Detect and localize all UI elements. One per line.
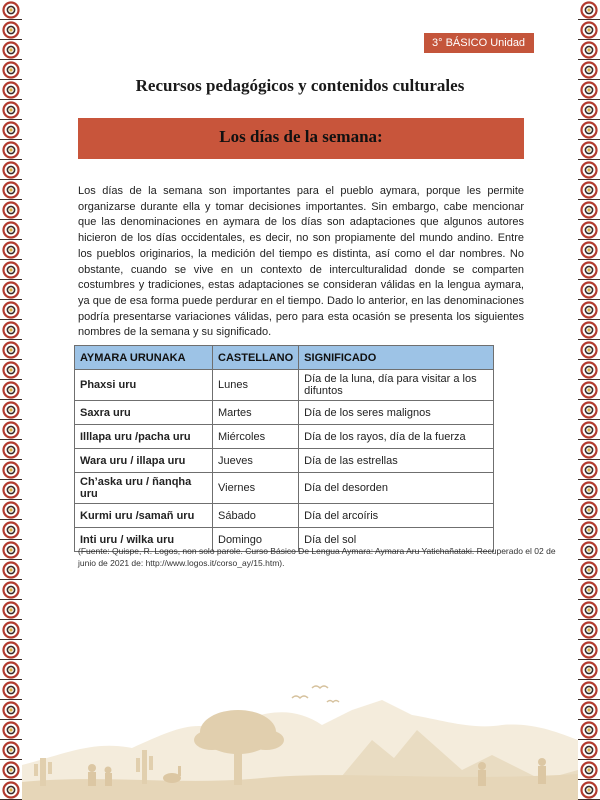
section-title: Los días de la semana:	[219, 127, 383, 146]
header-significado: SIGNIFICADO	[299, 346, 494, 370]
table-row	[75, 425, 494, 449]
unit-label: 3° BÁSICO Unidad 4	[424, 33, 534, 53]
decorative-border-right	[578, 0, 600, 800]
castellano-cell: Jueves	[213, 449, 299, 473]
intro-paragraph: Los días de la semana son importantes para el pueblo aymara, porque les permite organizarse durante ella y tomar decisiones importantes. Sin embargo, cabe mencionar que las denominaciones en aymara de los días son adaptaciones que algunos autores hicieron de los días occidentales, es decir, no son propiamente del mundo andino. Entre los pueblos originarios, la medición del tiempo es distinta, así como el dar nombres. No obstante, cuando se vive en un contexto de interculturalidad donde se comparten costumbres y tradiciones, estas adaptaciones se consideran válidas en la lengua aymara, ya que de esa forma puede perdurar en el tiempo. Dado lo anterior, en las denominaciones podría presentarse variaciones válidas, pero para esta ocasión se presenta los siguientes nombres de la semana y su significado.	[78, 185, 524, 339]
decorative-border-left	[0, 0, 22, 800]
aymara-cell: Phaxsi uru	[75, 370, 213, 401]
table-row	[75, 401, 494, 425]
table-header-row	[75, 346, 494, 370]
significado-cell: Día de la luna, día para visitar a los difuntos	[299, 370, 494, 401]
header-aymara: AYMARA URUNAKA	[75, 346, 213, 370]
landscape-illustration	[22, 670, 578, 800]
table-row	[75, 449, 494, 473]
significado-cell: Día del arcoíris	[299, 504, 494, 528]
aymara-cell: Wara uru / illapa uru	[75, 449, 213, 473]
castellano-cell: Martes	[213, 401, 299, 425]
aymara-cell: Saxra uru	[75, 401, 213, 425]
significado-cell: Día del desorden	[299, 473, 494, 504]
significado-cell: Día de los seres malignos	[299, 401, 494, 425]
table-row	[75, 504, 494, 528]
castellano-cell: Miércoles	[213, 425, 299, 449]
significado-cell: Día de las estrellas	[299, 449, 494, 473]
significado-cell: Día del sol	[299, 528, 494, 552]
table-row	[75, 473, 494, 504]
days-table	[74, 345, 494, 552]
section-banner	[78, 118, 524, 159]
significado-cell: Día de los rayos, día de la fuerza	[299, 425, 494, 449]
header-castellano: CASTELLANO	[213, 346, 299, 370]
aymara-cell: Inti uru / wilka uru	[75, 528, 213, 552]
castellano-cell: Lunes	[213, 370, 299, 401]
aymara-cell: Kurmi uru /samañ uru	[75, 504, 213, 528]
page-title: Recursos pedagógicos y contenidos culturales	[135, 76, 465, 95]
table-row	[75, 370, 494, 401]
castellano-cell: Viernes	[213, 473, 299, 504]
castellano-cell: Domingo	[213, 528, 299, 552]
aymara-cell: Illlapa uru /pacha uru	[75, 425, 213, 449]
castellano-cell: Sábado	[213, 504, 299, 528]
source-citation: (Fuente: Quispe, R. Logos, non solo parole. Curso Básico De Lengua Aymara: Aymara Aru Yatichañataki. Recuperado el 02 de junio de 2021 de: http://www.logos.it/corso_ay/15.htm).	[78, 546, 556, 568]
aymara-cell: Ch’aska uru / ñanqha uru	[75, 473, 213, 504]
